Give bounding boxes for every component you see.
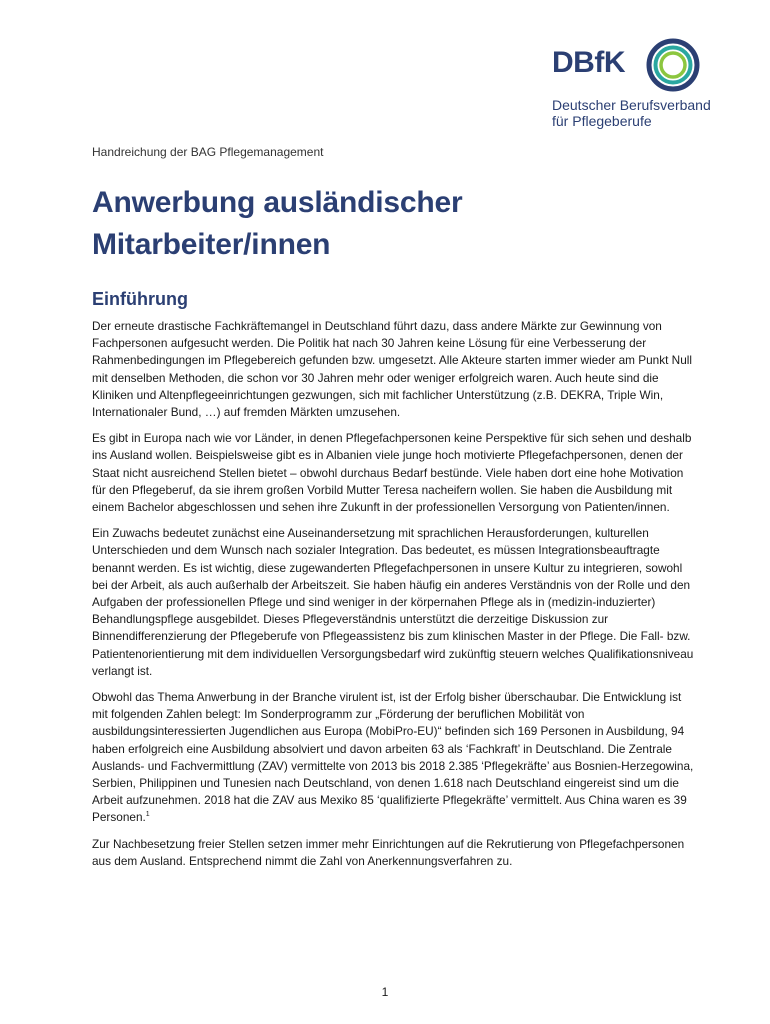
footnote-marker[interactable]: 1 — [145, 811, 150, 819]
document-body — [92, 144, 696, 879]
logo-ring-icon — [646, 38, 700, 92]
paragraph-2: Es gibt in Europa nach wie vor Länder, in denen Pflegefachpersonen keine Perspektive für sich sehen und deshalb ins Ausland wollen. Beispielsweise gibt es in Albanien viele junge hoch motivierte Pflegefachpersonen, denen der Staat nicht ausreichend Stellen bietet – obwohl durchaus Bedarf bestünde. Viele haben dort eine hohe Motivation für den Pflegeberuf, da sie ihrem großen Vorbild Mutter Teresa nacheifern wollen. Sie haben die Ausbildung mit einem Bachelor abgeschlossen und sehen ihre Zukunft in der professionellen Versorgung von Patienten/innen. — [92, 431, 692, 515]
dbfk-logo — [552, 36, 732, 132]
logo-subtitle — [552, 97, 711, 129]
document-title — [92, 182, 696, 266]
paragraph-1: Der erneute drastische Fachkräftemangel in Deutschland führt dazu, dass andere Märkte zur Gewinnung von Fachpersonen aufgesucht werden. Die Politik hat nach 30 Jahren keine Lösung für eine Verbesserung der Rahmenbedingungen im Pflegebereich gefunden bzw. umgesetzt. Alle Akteure starten immer wieder am Punkt Null mit denselben Methoden, die schon vor 30 Jahren mehr oder weniger erfolgreich waren. Auch heute sind die Kliniken und Altenpflegeeinrichtungen gezwungen, sich mit fachlicher Unterstützung (z.B. DEKRA, Triple Win, Internationaler Bund, …) auf fremden Märkten umzusehen. — [92, 319, 693, 420]
section-heading: Einführung — [92, 289, 188, 309]
paragraph-3: Ein Zuwachs bedeutet zunächst eine Auseinandersetzung mit sprachlichen Herausforderungen, kulturellen Unterschieden und dem Wunsch nach sozialer Integration. Das bedeutet, es müssen Integrationsbeauftragte benannt werden. Es ist wichtig, diese zugewanderten Pflegefachpersonen in unsere Kultur zu integrieren, sowohl bei der Arbeit, als auch außerhalb der Arbeitszeit. Sie haben häufig ein anderes Verständnis von der Rolle und den Aufgaben der professionellen Pflege und sind weniger in der körpernahen Pflege als in (medizin-induzierter) Behandlungspflege ausgebildet. Dieses Pflegeverständnis unterstützt die derzeitige Diskussion zur Binnendifferenzierung der Pflegeberufe von Pflegeassistenz bis zum klinischen Master in der Pflege. Die Fall- bzw. Patientenorientierung mit dem individuellen Versorgungsbedarf wird zukünftig steuern welches Qualifikationsniveau verlangt ist. — [92, 526, 694, 678]
paragraph-4 — [92, 689, 696, 827]
title-line-1: Anwerbung ausländischer — [92, 186, 463, 219]
document-header: Handreichung der BAG Pflegemanagement — [92, 145, 324, 159]
title-line-2: Mitarbeiter/innen — [92, 228, 331, 261]
paragraph-5: Zur Nachbesetzung freier Stellen setzen immer mehr Einrichtungen auf die Rekrutierung von Pflegefachpersonen aus dem Ausland. Entsprechend nimmt die Zahl von Anerkennungsverfahren zu. — [92, 836, 685, 868]
logo-subtitle-line1: Deutscher Berufsverband — [552, 97, 711, 113]
logo-subtitle-line2: für Pflegeberufe — [552, 113, 652, 129]
page-number: 1 — [381, 985, 389, 999]
logo-wordmark: DBfK — [552, 46, 625, 79]
paragraph-4-text: Obwohl das Thema Anwerbung in der Branche virulent ist, ist der Erfolg bisher überschaubar. Die Entwicklung ist mit folgenden Zahlen belegt: Im Sonderprogramm zur „Förderung der beruflichen Mobilität von ausbildungsinteressierten Jugendlichen aus Europa (MobiPro-EU)“ befinden sich 169 Personen in Ausbildung, 94 haben erfolgreich eine Ausbildung absolviert und davon arbeiten 63 als ‘Fachkraft’ in Deutschland. Die Zentrale Auslands- und Fachvermittlung (ZAV) vermittelte von 2013 bis 2018 2.385 ‘Pflegekräfte’ aus Bosnien-Herzegowina, Serbien, Philippinen und Tunesien nach Deutschland, von denen 1.618 nach Deutschland eingereist sind um die Arbeit aufzunehmen. 2018 hat die ZAV aus Mexiko 85 ‘qualifizierte Pflegekräfte’ vermittelt. Aus China waren es 39 Personen. — [92, 690, 694, 825]
